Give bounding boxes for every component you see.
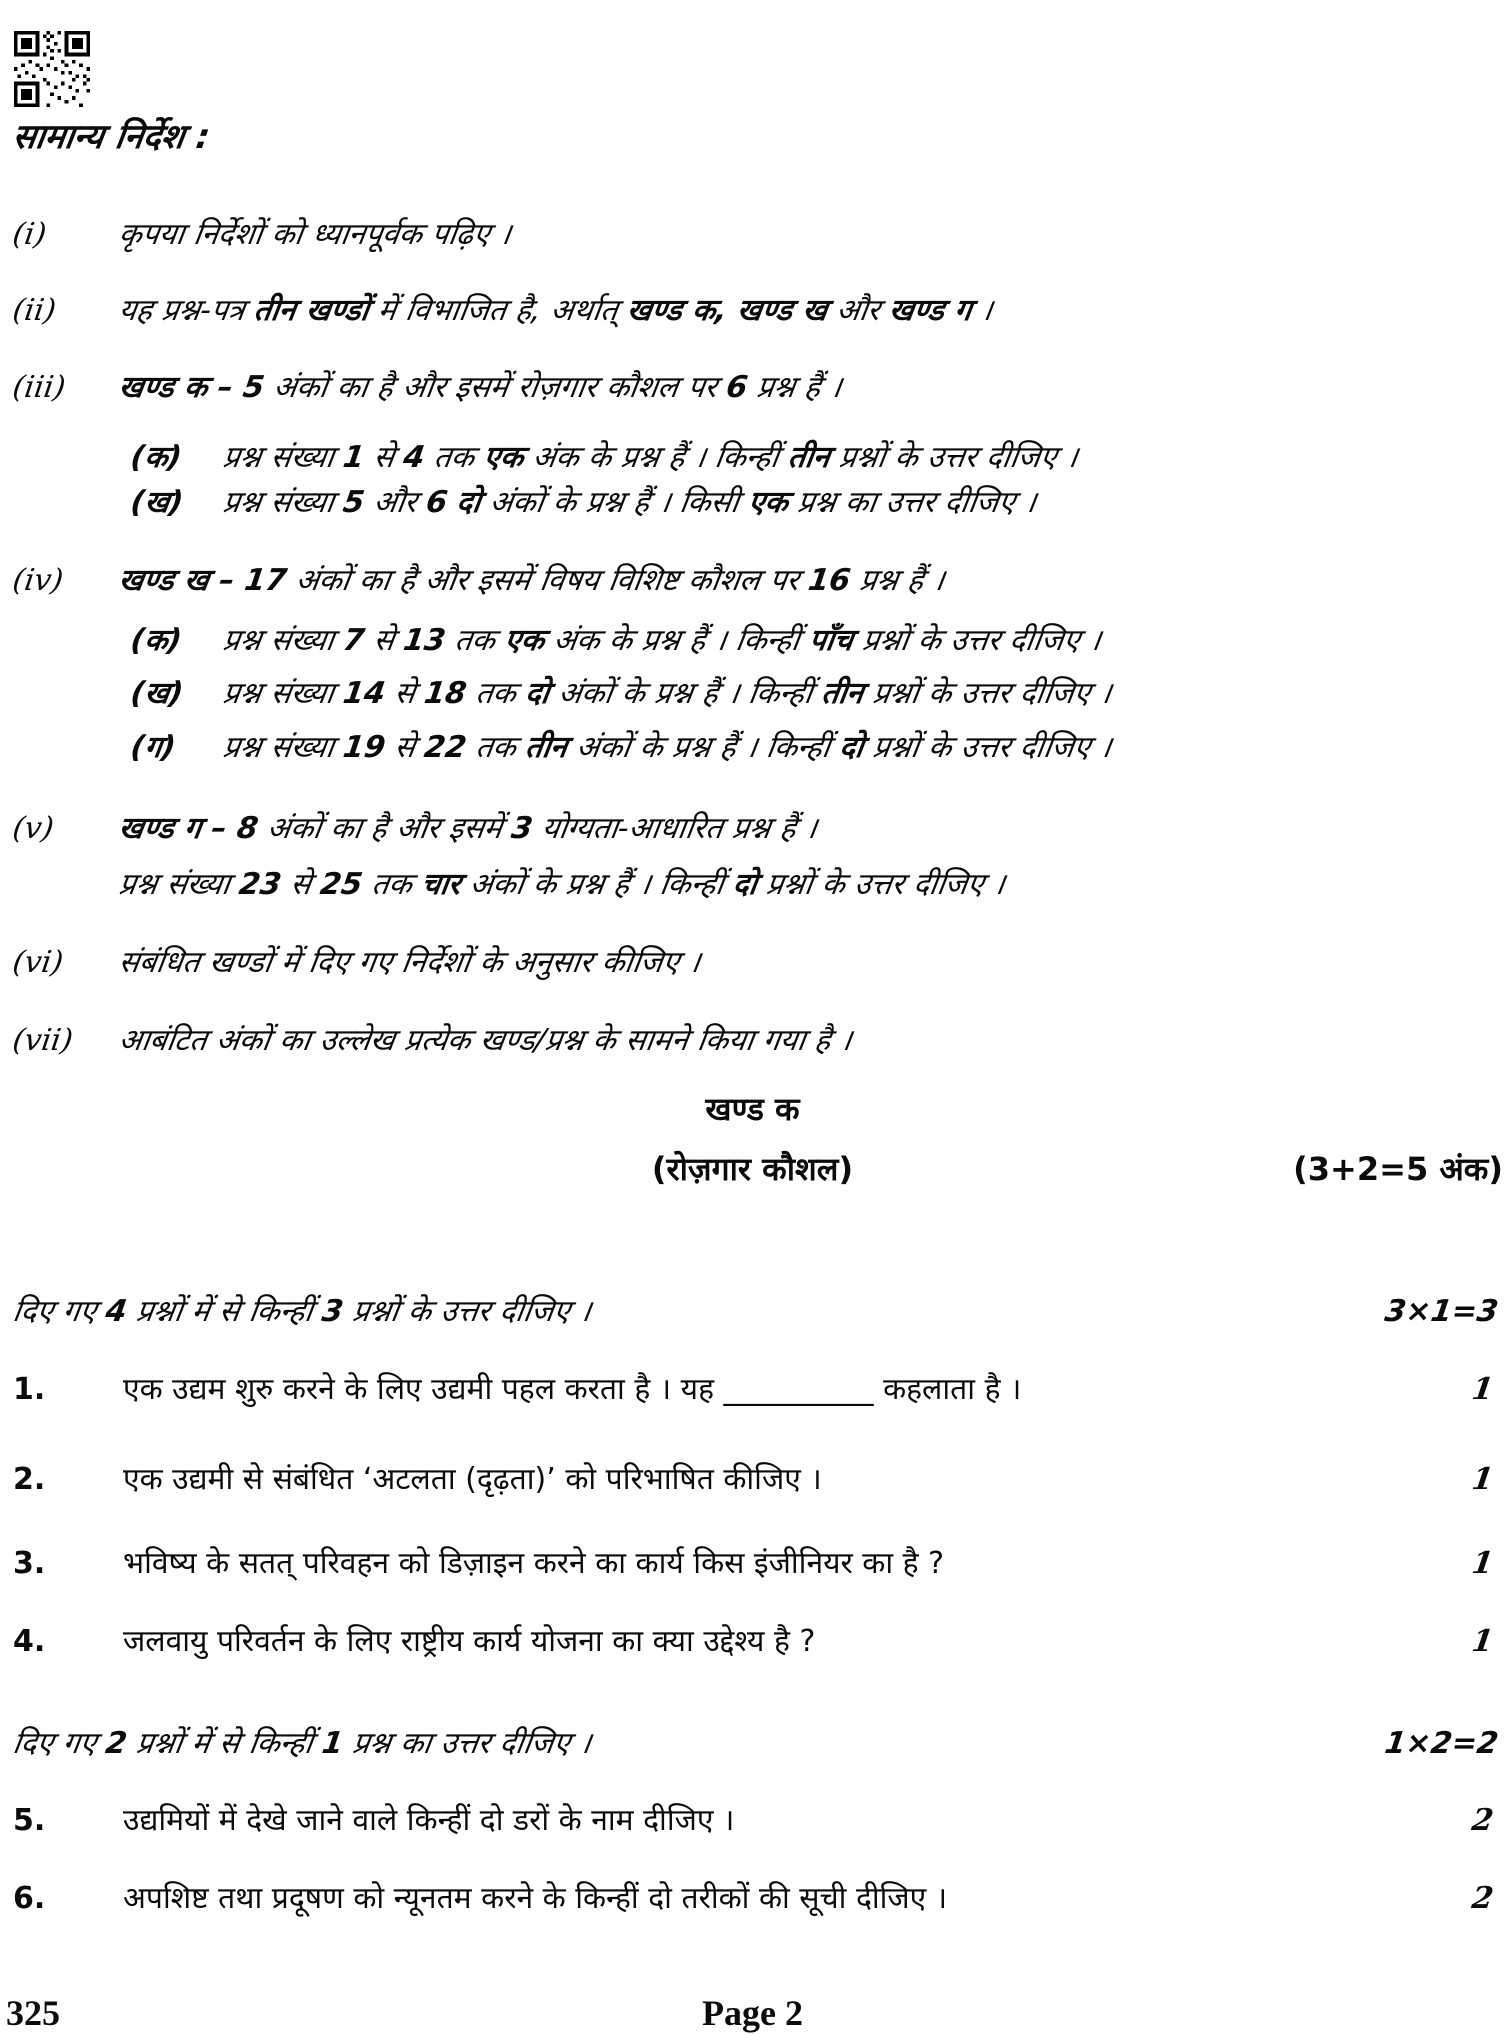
instruction-item-i <box>0 214 1505 256</box>
instruction-number: (क) <box>128 440 184 475</box>
question-text: जलवायु परिवर्तन के लिए राष्ट्रीय कार्य योजना का क्या उद्देश्य है ? <box>123 1624 816 1659</box>
part-2-marks: 1×2=2 <box>1382 1726 1501 1761</box>
question-6 <box>0 1878 1505 1920</box>
question-number: 1. <box>13 1372 46 1407</box>
instruction-text: प्रश्न संख्या 1 से 4 तक एक अंक के प्रश्न हैं । किन्हीं तीन प्रश्नों के उत्तर दीजिए । <box>220 440 1081 475</box>
instruction-text: प्रश्न संख्या 23 से 25 तक चार अंकों के प्रश्न हैं । किन्हीं दो प्रश्नों के उत्तर दीजिए । <box>116 867 1008 902</box>
instruction-text: खण्ड ख – 17 अंकों का है और इसमें विषय विशिष्ट कौशल पर 16 प्रश्न हैं । <box>116 563 947 598</box>
question-marks: 2 <box>1469 1881 1496 1916</box>
question-text: एक उद्यमी से संबंधित ‘अटलता (दृढ़ता)’ को परिभाषित कीजिए । <box>123 1462 822 1497</box>
instruction-number: (i) <box>10 217 49 252</box>
instruction-item-iii <box>0 367 1505 409</box>
instruction-text: खण्ड ग – 8 अंकों का है और इसमें 3 योग्यता-आधारित प्रश्न हैं । <box>116 811 820 846</box>
instruction-text: कृपया निर्देशों को ध्यानपूर्वक पढ़िए । <box>116 217 514 252</box>
instruction-number: (iii) <box>10 370 68 405</box>
question-4 <box>0 1621 1505 1663</box>
question-marks: 1 <box>1469 1372 1496 1407</box>
instruction-text: संबंधित खण्डों में दिए गए निर्देशों के अनुसार कीजिए । <box>116 945 703 980</box>
instruction-number: (ख) <box>128 676 186 711</box>
question-number: 5. <box>13 1803 46 1838</box>
section-a-marks: (3+2=5 अंक) <box>1293 1150 1503 1188</box>
section-a-title: खण्ड क <box>705 1090 800 1128</box>
question-text: भविष्य के सतत् परिवहन को डिज़ाइन करने का कार्य किस इंजीनियर का है ? <box>123 1546 945 1581</box>
section-a-subtitle: (रोज़गार कौशल) <box>651 1150 854 1188</box>
part-1-marks: 3×1=3 <box>1382 1294 1501 1329</box>
question-number: 6. <box>13 1881 46 1916</box>
page-number: Page 2 <box>702 1993 803 2033</box>
part-1-instruction-row <box>0 1291 1505 1333</box>
instruction-text: खण्ड क – 5 अंकों का है और इसमें रोज़गार कौशल पर 6 प्रश्न हैं । <box>116 370 844 405</box>
instruction-number: (ii) <box>10 293 59 328</box>
question-5 <box>0 1800 1505 1842</box>
section-a-subtitle-row <box>0 1147 1505 1191</box>
question-number: 3. <box>13 1546 46 1581</box>
general-instructions-list <box>0 214 1505 1062</box>
instruction-item-iv <box>0 560 1505 602</box>
instruction-number <box>10 864 122 906</box>
instruction-subitem-ka <box>0 437 1505 479</box>
instruction-item-ii <box>0 290 1505 332</box>
instruction-subitem-kha <box>0 482 1505 524</box>
instruction-text: प्रश्न संख्या 14 से 18 तक दो अंकों के प्रश्न हैं । किन्हीं तीन प्रश्नों के उत्तर दीजिए । <box>220 676 1114 711</box>
question-1 <box>0 1369 1505 1411</box>
instruction-text: प्रश्न संख्या 5 और 6 दो अंकों के प्रश्न हैं । किसी एक प्रश्न का उत्तर दीजिए । <box>220 485 1039 520</box>
instruction-subitem-ga <box>0 727 1505 769</box>
question-3 <box>0 1543 1505 1585</box>
instruction-number: (vii) <box>10 1023 76 1058</box>
question-text: उद्यमियों में देखे जाने वाले किन्हीं दो डरों के नाम दीजिए । <box>123 1803 735 1838</box>
instruction-number: (ख) <box>128 485 186 520</box>
question-marks: 2 <box>1469 1803 1496 1838</box>
instruction-item-vi <box>0 942 1505 984</box>
instruction-number: (iv) <box>10 563 66 598</box>
instruction-subitem-kha <box>0 673 1505 715</box>
instruction-number: (v) <box>10 811 56 846</box>
question-marks: 1 <box>1469 1546 1496 1581</box>
question-marks: 1 <box>1469 1624 1496 1659</box>
instruction-item-v <box>0 808 1505 850</box>
question-2 <box>0 1459 1505 1501</box>
part-1-instruction: दिए गए 4 प्रश्नों में से किन्हीं 3 प्रश्नों के उत्तर दीजिए । <box>10 1294 594 1329</box>
part-2-instruction-row <box>0 1723 1505 1765</box>
instruction-number: (क) <box>128 623 184 658</box>
paper-code: 325 <box>6 1993 60 2033</box>
part-2-instruction: दिए गए 2 प्रश्नों में से किन्हीं 1 प्रश्न का उत्तर दीजिए । <box>10 1726 594 1761</box>
instruction-text: आबंटित अंकों का उल्लेख प्रत्येक खण्ड/प्रश्न के सामने किया गया है । <box>116 1023 855 1058</box>
question-marks: 1 <box>1469 1462 1496 1497</box>
instruction-number: (vi) <box>10 945 66 980</box>
question-number: 2. <box>13 1462 46 1497</box>
instruction-text: प्रश्न संख्या 7 से 13 तक एक अंक के प्रश्न हैं । किन्हीं पाँच प्रश्नों के उत्तर दीजिए । <box>220 623 1104 658</box>
question-number: 4. <box>13 1624 46 1659</box>
instruction-item-v-continued <box>0 864 1505 906</box>
instruction-text: यह प्रश्न-पत्र तीन खण्डों में विभाजित है, अर्थात् खण्ड क, खण्ड ख और खण्ड ग । <box>116 293 995 328</box>
general-instructions-title: सामान्य निर्देश : <box>10 117 213 157</box>
question-text: एक उद्यम शुरु करने के लिए उद्यमी पहल करता है । यह __________ कहलाता है । <box>123 1372 1022 1407</box>
instruction-subitem-ka <box>0 620 1505 662</box>
instruction-item-vii <box>0 1020 1505 1062</box>
question-text: अपशिष्ट तथा प्रदूषण को न्यूनतम करने के किन्हीं दो तरीकों की सूची दीजिए । <box>123 1881 948 1916</box>
instruction-number: (ग) <box>128 730 178 765</box>
instruction-text: प्रश्न संख्या 19 से 22 तक तीन अंकों के प्रश्न हैं । किन्हीं दो प्रश्नों के उत्तर दीजिए । <box>220 730 1114 765</box>
